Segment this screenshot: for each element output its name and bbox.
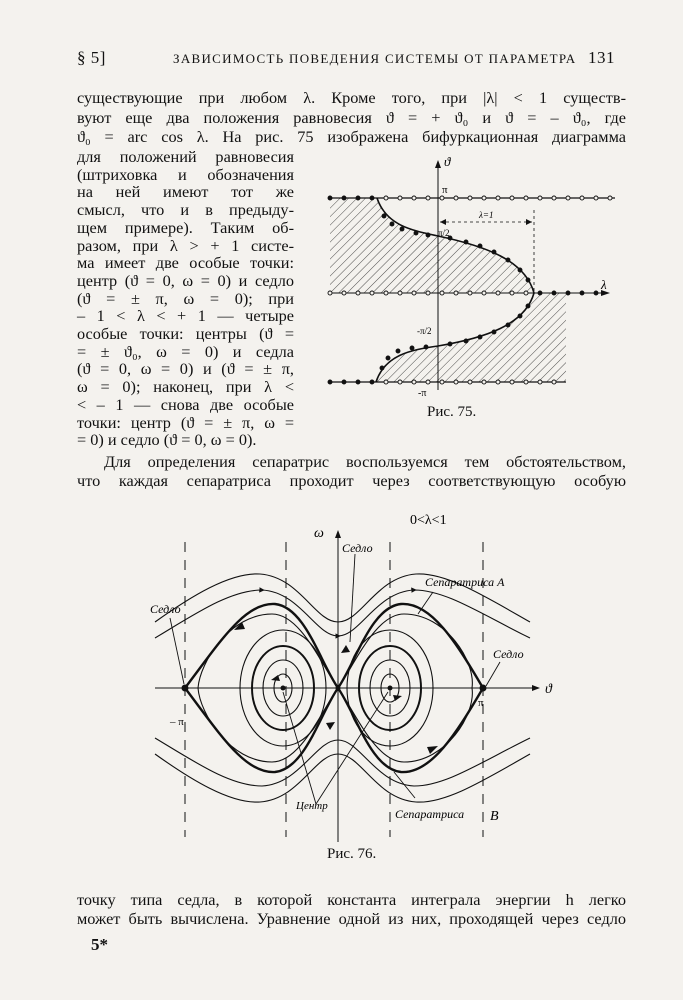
fig76-pi-label: π <box>478 697 484 709</box>
stable-point <box>342 196 346 200</box>
unstable-point <box>538 196 542 200</box>
text-line: существующие при любом λ. Кроме того, при |λ| < 1 существ- <box>77 88 626 107</box>
unstable-point <box>468 380 472 384</box>
figure-76-caption: Рис. 76. <box>327 846 377 862</box>
text-line: центр (ϑ = 0, ω = 0) и седло <box>77 270 294 290</box>
unstable-point <box>580 196 584 200</box>
unstable-point <box>440 380 444 384</box>
text-line: разом, при λ > + 1 систе- <box>77 235 294 255</box>
stable-point <box>424 345 428 349</box>
stable-point <box>382 214 386 218</box>
unstable-point <box>370 291 374 295</box>
unstable-point <box>398 196 402 200</box>
text-line: = ± ϑ₀, ω = 0) и седла <box>77 341 294 361</box>
fig76-minus-pi-label: – π <box>170 716 184 728</box>
page-number: 131 <box>588 48 615 67</box>
fig76-omega-label: ω <box>314 526 324 541</box>
unstable-point <box>468 291 472 295</box>
text-line: (ϑ = ± π, ω = 0); при <box>77 288 294 308</box>
stable-point <box>396 349 400 353</box>
unstable-point <box>482 196 486 200</box>
unstable-point <box>496 196 500 200</box>
unstable-point <box>328 291 332 295</box>
unstable-point <box>426 196 430 200</box>
signature-mark: 5* <box>91 935 108 954</box>
unstable-point <box>524 291 528 295</box>
stable-point <box>506 258 510 262</box>
saddle-point-left <box>182 685 189 692</box>
unstable-point <box>440 291 444 295</box>
unstable-point <box>412 291 416 295</box>
stable-point <box>464 240 468 244</box>
stable-point <box>492 330 496 334</box>
unstable-point <box>496 380 500 384</box>
stable-point <box>518 268 522 272</box>
stable-point <box>464 339 468 343</box>
stable-point <box>580 291 584 295</box>
unstable-point <box>566 196 570 200</box>
unstable-point <box>454 291 458 295</box>
running-title: ЗАВИСИМОСТЬ ПОВЕДЕНИЯ СИСТЕМЫ ОТ ПАРАМЕТРА <box>173 51 577 66</box>
section-number: § 5] <box>77 48 106 67</box>
stable-point <box>370 196 374 200</box>
text-line: точки: центр (ϑ = ± π, ω = <box>77 412 294 432</box>
fig75-lambda-one-label: λ=1 <box>479 210 494 220</box>
unstable-point <box>426 380 430 384</box>
stable-point <box>426 233 430 237</box>
unstable-point <box>594 196 598 200</box>
saddle-point-origin <box>336 686 341 691</box>
figure-76-phase-portrait <box>150 502 560 847</box>
text-line: что каждая сепаратриса проходит через соответствующую особую <box>77 471 626 490</box>
unstable-point <box>496 291 500 295</box>
unstable-point <box>454 380 458 384</box>
text-line: для положений равновесия <box>77 147 294 166</box>
stable-point <box>356 380 360 384</box>
stable-point <box>566 291 570 295</box>
unstable-point <box>524 196 528 200</box>
stable-point <box>538 291 542 295</box>
unstable-point <box>356 291 360 295</box>
stable-point <box>448 342 452 346</box>
unstable-point <box>426 291 430 295</box>
text-line: может быть вычислена. Уравнение одной из них, проходящей через седло <box>77 909 626 928</box>
center-point-left <box>281 686 286 691</box>
hatch-region-lower <box>376 293 566 382</box>
unstable-point <box>482 380 486 384</box>
unstable-point <box>552 196 556 200</box>
unstable-point <box>510 380 514 384</box>
text-line: < – 1 — снова две особые <box>77 394 294 414</box>
unstable-point <box>510 196 514 200</box>
stable-point <box>380 366 384 370</box>
center-point-right <box>388 686 393 691</box>
fig75-pi-label: π <box>442 184 448 196</box>
unstable-point <box>510 291 514 295</box>
unstable-point <box>440 196 444 200</box>
stable-point <box>400 227 404 231</box>
fig76-theta-label: ϑ <box>545 682 552 697</box>
stable-point <box>370 380 374 384</box>
label-saddle-left: Седло <box>150 602 181 616</box>
fig75-minus-pi-label: -π <box>418 388 427 399</box>
unstable-point <box>482 291 486 295</box>
text-line: (ϑ = 0, ω = 0) и (ϑ = ± π, <box>77 359 294 379</box>
fig75-theta-label: ϑ <box>444 154 451 169</box>
figure-75-caption: Рис. 75. <box>427 404 477 420</box>
stable-point <box>356 196 360 200</box>
unstable-point <box>398 380 402 384</box>
fig75-pi-half-label: π/2 <box>438 228 450 238</box>
unstable-point <box>384 291 388 295</box>
label-separatrix-a: Сепаратриса A <box>425 575 505 589</box>
text-line: смысл, что и в предыду- <box>77 200 294 220</box>
stable-point <box>506 323 510 327</box>
unstable-point <box>384 196 388 200</box>
stable-point <box>328 380 332 384</box>
stable-point <box>390 222 394 226</box>
stable-point <box>410 346 414 350</box>
fig75-minus-pi-half-label: -π/2 <box>417 326 432 336</box>
stable-point <box>492 250 496 254</box>
unstable-point <box>538 380 542 384</box>
text-line: на ней имеют тот же <box>77 182 294 202</box>
label-center: Центр <box>296 800 328 812</box>
text-line: – 1 < λ < + 1 — четыре <box>77 306 294 326</box>
label-saddle-right: Седло <box>493 647 524 661</box>
hatch-region-upper <box>330 198 534 293</box>
text-line: ϑ₀ = arc cos λ. На рис. 75 изображена бифуркационная диаграмма <box>77 127 626 146</box>
stable-point <box>594 291 598 295</box>
label-separatrix-b: Сепаратриса <box>395 807 465 821</box>
text-line: точку типа седла, в которой константа интеграла энергии h легко <box>77 890 626 909</box>
stable-point <box>518 314 522 318</box>
text-line: ω = 0); наконец, при λ < <box>77 377 294 397</box>
text-line: щем примере). Таким об- <box>77 217 294 237</box>
text-line: = 0) и седло (ϑ = 0, ω = 0). <box>77 430 257 450</box>
figure-75-bifurcation-diagram <box>320 150 630 405</box>
label-separatrix-b-letter: B <box>490 809 499 824</box>
unstable-point <box>454 196 458 200</box>
fig76-condition: 0<λ<1 <box>410 513 447 528</box>
unstable-point <box>412 196 416 200</box>
text-line: особые точки: центры (ϑ = <box>77 324 294 343</box>
unstable-point <box>468 196 472 200</box>
label-saddle-top: Седло <box>342 541 373 555</box>
stable-point <box>552 291 556 295</box>
unstable-point <box>384 380 388 384</box>
unstable-point <box>412 380 416 384</box>
text-line: вуют еще два положения равновесия ϑ = + ϑ₀ и ϑ = – ϑ₀, где <box>77 108 626 127</box>
text-line: (штриховка и обозначения <box>77 164 294 184</box>
stable-point <box>386 356 390 360</box>
text-line: Для определения сепаратрис воспользуемся тем обстоятельством, <box>104 452 626 471</box>
stable-point <box>526 278 530 282</box>
theta-axis-arrow <box>435 160 441 168</box>
fig75-lambda-label: λ <box>601 277 607 292</box>
unstable-point <box>398 291 402 295</box>
stable-point <box>342 380 346 384</box>
stable-point <box>414 231 418 235</box>
stable-point <box>478 244 482 248</box>
text-line: ма имеет две особые точки: <box>77 253 294 273</box>
leader-lines <box>170 554 500 804</box>
stable-point <box>526 304 530 308</box>
unstable-point <box>342 291 346 295</box>
saddle-point-right <box>480 685 487 692</box>
stable-point <box>478 335 482 339</box>
unstable-point <box>524 380 528 384</box>
unstable-point <box>608 196 612 200</box>
unstable-point <box>552 380 556 384</box>
stable-point <box>328 196 332 200</box>
